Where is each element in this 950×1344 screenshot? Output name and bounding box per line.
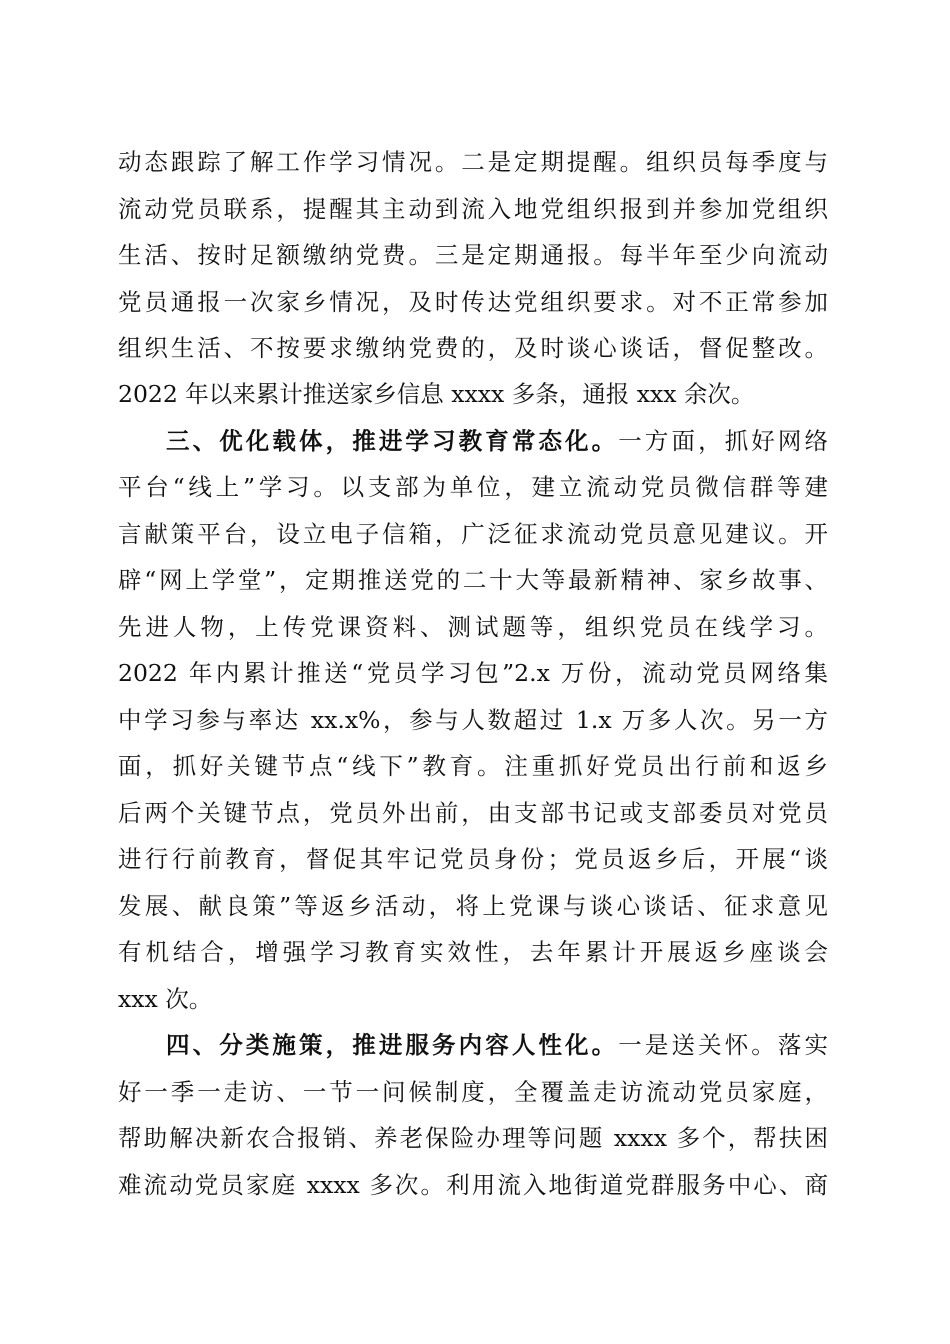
- paragraph-line: 流动党员联系，提醒其主动到流入地党组织报到并参加党组织: [118, 195, 828, 223]
- paragraph-line: 组织生活、不按要求缴纳党费的，及时谈心谈话，督促整改。: [118, 334, 828, 362]
- paragraph-line: 辟“网上学堂”，定期推送党的二十大等最新精神、家乡故事、: [118, 566, 828, 594]
- section-3-heading: 三、优化载体，推进学习教育常态化。: [166, 427, 619, 455]
- paragraph-text: 一是送关怀。落实: [618, 1031, 828, 1059]
- paragraph-line: 发展、献良策”等返乡活动，将上党课与谈心谈话、征求意见: [118, 892, 828, 920]
- paragraph-line: 2022 年内累计推送“党员学习包”2.x 万份，流动党员网络集: [118, 659, 828, 687]
- paragraph-text: 一方面，抓好网络: [618, 427, 828, 455]
- paragraph-line: 平台“线上”学习。以支部为单位，建立流动党员微信群等建: [118, 473, 828, 501]
- paragraph-line: 后两个关键节点，党员外出前，由支部书记或支部委员对党员: [118, 799, 828, 827]
- paragraph-line: 好一季一走访、一节一问候制度，全覆盖走访流动党员家庭，: [118, 1078, 828, 1106]
- paragraph-line: xxx 次。: [118, 985, 213, 1013]
- paragraph-line: 生活、按时足额缴纳党费。三是定期通报。每半年至少向流动: [118, 241, 828, 269]
- paragraph-line: 帮助解决新农合报销、养老保险办理等问题 xxxx 多个，帮扶困: [118, 1124, 828, 1152]
- paragraph-line: 2022 年以来累计推送家乡信息 xxxx 多条，通报 xxx 余次。: [118, 380, 755, 408]
- paragraph-line: 党员通报一次家乡情况，及时传达党组织要求。对不正常参加: [118, 288, 828, 316]
- paragraph-line: 动态跟踪了解工作学习情况。二是定期提醒。组织员每季度与: [118, 148, 828, 176]
- section-4-heading: 四、分类施策，推进服务内容人性化。: [166, 1031, 619, 1059]
- section-4-first-line: [166, 1025, 828, 1065]
- paragraph-line: 中学习参与率达 xx.x%，参与人数超过 1.x 万多人次。另一方: [118, 706, 828, 734]
- paragraph-line: 面，抓好关键节点“线下”教育。注重抓好党员出行前和返乡: [118, 752, 828, 780]
- paragraph-line: 难流动党员家庭 xxxx 多次。利用流入地街道党群服务中心、商: [118, 1171, 828, 1199]
- paragraph-line: 言献策平台，设立电子信箱，广泛征求流动党员意见建议。开: [118, 520, 828, 548]
- paragraph-line: 有机结合，增强学习教育实效性，去年累计开展返乡座谈会: [118, 938, 828, 966]
- paragraph-line: 进行行前教育，督促其牢记党员身份；党员返乡后，开展“谈: [118, 845, 828, 873]
- section-3-first-line: [166, 421, 828, 461]
- paragraph-line: 先进人物，上传党课资料、测试题等，组织党员在线学习。: [118, 613, 828, 641]
